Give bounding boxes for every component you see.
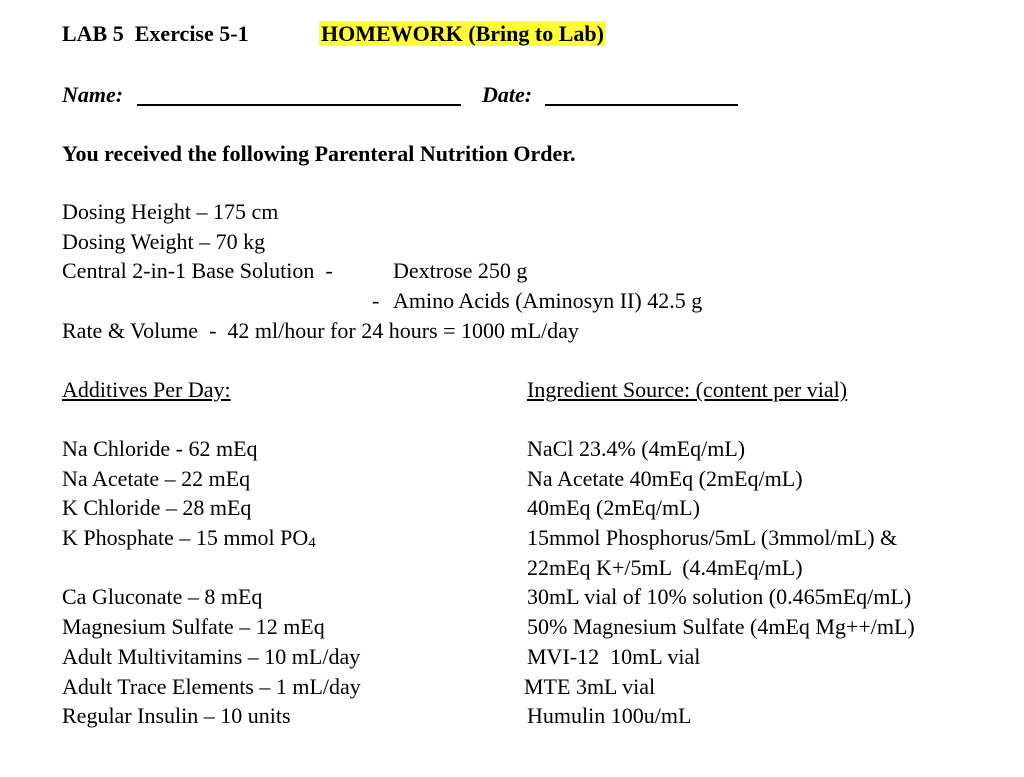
source-item: Humulin 100u/mL xyxy=(527,703,692,728)
source-item: 50% Magnesium Sulfate (4mEq Mg++/mL) xyxy=(527,614,915,639)
date-label: Date: xyxy=(482,82,533,107)
source-item: 15mmol Phosphorus/5mL (3mmol/mL) & xyxy=(527,525,898,550)
lab-number: LAB 5 xyxy=(62,21,124,46)
additive-item: Na Chloride - 62 mEq xyxy=(62,436,258,461)
additive-item: K Chloride – 28 mEq xyxy=(62,495,252,520)
additives-heading: Additives Per Day: xyxy=(62,377,231,402)
source-item: MTE 3mL vial xyxy=(524,674,656,699)
date-field[interactable] xyxy=(545,86,738,106)
dosing-height: Dosing Height – 175 cm xyxy=(62,199,279,224)
source-item: 40mEq (2mEq/mL) xyxy=(527,495,700,520)
dextrose-amount: Dextrose 250 g xyxy=(393,258,528,283)
amino-dash: - xyxy=(372,288,380,313)
additive-item: Ca Gluconate – 8 mEq xyxy=(62,584,263,609)
name-field[interactable] xyxy=(137,86,461,106)
homework-banner xyxy=(319,21,606,47)
additive-item: Regular Insulin – 10 units xyxy=(62,703,291,728)
homework-highlight: HOMEWORK (Bring to Lab) xyxy=(321,21,604,46)
source-item: 22mEq K+/5mL (4.4mEq/mL) xyxy=(527,555,803,580)
intro-text: You received the following Parenteral Nutrition Order. xyxy=(62,141,576,166)
additive-item-phosphate xyxy=(62,525,316,556)
additive-item: Magnesium Sulfate – 12 mEq xyxy=(62,614,325,639)
source-heading: Ingredient Source: (content per vial) xyxy=(527,377,848,402)
additive-item: Na Acetate – 22 mEq xyxy=(62,466,251,491)
rate-volume: Rate & Volume - 42 ml/hour for 24 hours = 1000 mL/day xyxy=(62,318,579,343)
source-item: NaCl 23.4% (4mEq/mL) xyxy=(527,436,746,461)
source-item: Na Acetate 40mEq (2mEq/mL) xyxy=(527,466,803,491)
source-item: MVI-12 10mL vial xyxy=(527,644,701,669)
document-header xyxy=(62,21,249,47)
additive-item: Adult Multivitamins – 10 mL/day xyxy=(62,644,361,669)
phosphate-subscript: 4 xyxy=(308,535,316,551)
dosing-weight: Dosing Weight – 70 kg xyxy=(62,229,266,254)
exercise-number: Exercise 5-1 xyxy=(134,21,249,46)
phosphate-text: K Phosphate – 15 mmol PO xyxy=(62,525,309,550)
additive-item: Adult Trace Elements – 1 mL/day xyxy=(62,674,361,699)
source-item: 30mL vial of 10% solution (0.465mEq/mL) xyxy=(527,584,912,609)
amino-acids-amount: Amino Acids (Aminosyn II) 42.5 g xyxy=(393,288,703,313)
name-label: Name: xyxy=(62,82,124,107)
base-solution-label: Central 2-in-1 Base Solution - xyxy=(62,258,333,283)
